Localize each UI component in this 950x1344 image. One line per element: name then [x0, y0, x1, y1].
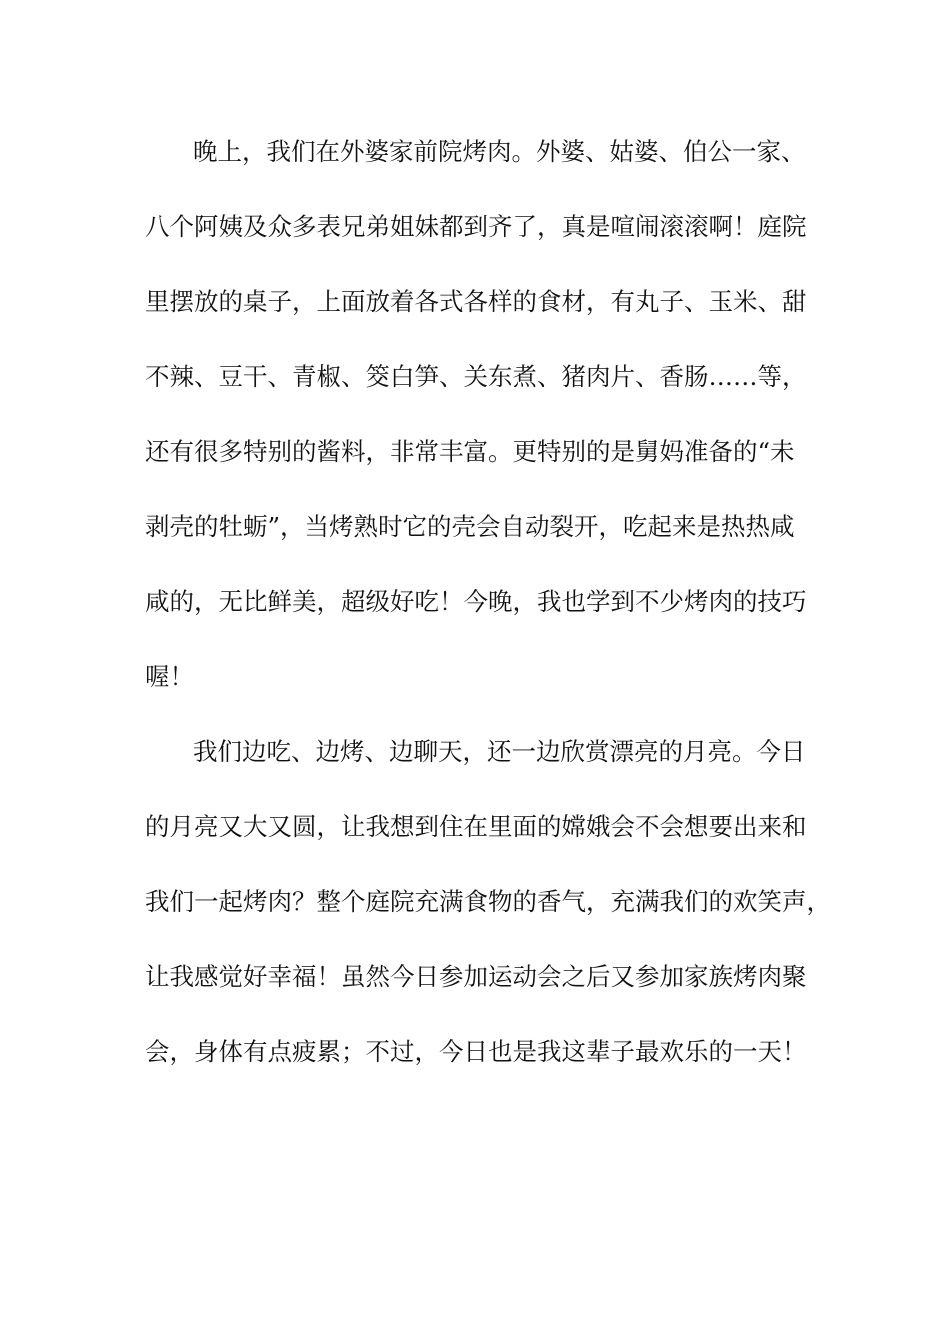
paragraph-1-line-5: 还有很多特别的酱料，非常丰富。更特别的是舅妈准备的“未 [145, 437, 795, 466]
paragraph-2-line-3: 我们一起烤肉？整个庭院充满食物的香气，充满我们的欢笑声， [145, 887, 831, 916]
paragraph-2-line-2: 的月亮又大又圆，让我想到住在里面的嫦娥会不会想要出来和 [145, 812, 807, 841]
paragraph-2-line-4: 让我感觉好幸福！虽然今日参加运动会之后又参加家族烤肉聚 [145, 962, 807, 991]
paragraph-1-line-3: 里摆放的桌子，上面放着各式各样的食材，有丸子、玉米、甜 [145, 287, 807, 316]
paragraph-1-line-1: 晚上，我们在外婆家前院烤肉。外婆、姑婆、伯公一家、 [193, 137, 806, 166]
essay-body [145, 130, 831, 1105]
paragraph-1-line-8: 喔！ [145, 662, 194, 691]
paragraph-1-line-4: 不辣、豆干、青椒、筊白笋、关东煮、猪肉片、香肠……等， [145, 362, 807, 391]
paragraph-2-line-5: 会，身体有点疲累；不过，今日也是我这辈子最欢乐的一天！ [145, 1037, 807, 1066]
paragraph-1-line-7: 咸的，无比鲜美，超级好吃！今晚，我也学到不少烤肉的技巧 [145, 587, 807, 616]
paragraph-1-line-2: 八个阿姨及众多表兄弟姐妹都到齐了，真是喧闹滚滚啊！庭院 [145, 212, 807, 241]
paragraph-2-line-1: 我们边吃、边烤、边聊天，还一边欣赏漂亮的月亮。今日 [193, 737, 806, 766]
paragraph-1-line-6: 剥壳的牡蛎”，当烤熟时它的壳会自动裂开，吃起来是热热咸 [145, 512, 795, 541]
